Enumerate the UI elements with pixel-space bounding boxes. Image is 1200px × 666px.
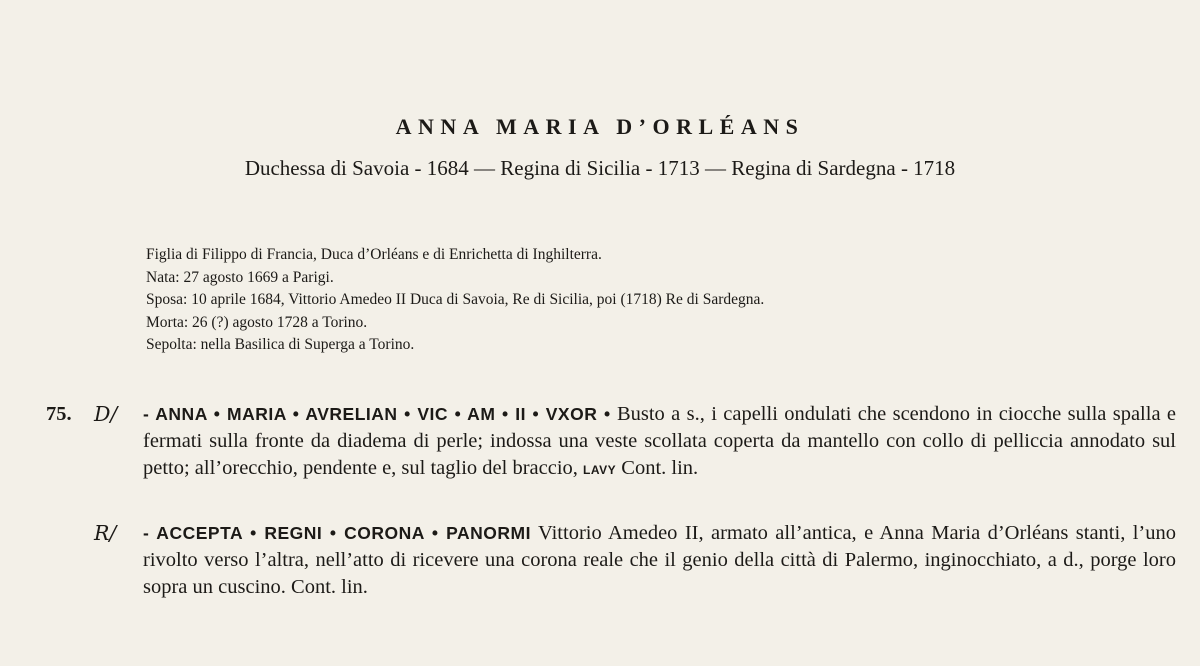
bio-death: Morta: 26 (?) agosto 1728 a Torino. — [146, 313, 368, 331]
obverse-description: Busto a s., i capelli ondulati che scendono in ciocche sulla spalla e fermati sulla fronte da diadema di perle; indossa una veste scollata coperta da mantello con collo di pelliccia annodato sul petto; all’orecchio, pendente e, sul taglio del braccio, — [143, 403, 1176, 479]
engraver-signature: LAVY — [583, 463, 617, 477]
bio-marriage: Sposa: 10 aprile 1684, Vittorio Amedeo II Duca di Savoia, Re di Sicilia, poi (1718) Re di Sardegna. — [146, 291, 765, 308]
page-subtitle: Duchessa di Savoia - 1684 — Regina di Sicilia - 1713 — Regina di Sardegna - 1718 — [244, 156, 956, 180]
catalogue-entry-obverse — [46, 401, 1176, 484]
bio-burial: Sepolta: nella Basilica di Superga a Torino. — [146, 336, 415, 353]
catalogue-entry-reverse — [46, 520, 1176, 601]
obverse-legend: - ANNA • MARIA • AVRELIAN • VIC • AM • II • VXOR • — [143, 404, 611, 424]
bio-parentage: Figlia di Filippo di Francia, Duca d’Orléans e di Enrichetta di Inghilterra. — [146, 246, 602, 263]
bio-birth: Nata: 27 agosto 1669 a Parigi. — [146, 268, 334, 286]
page-title: ANNA MARIA D’ORLÉANS — [395, 114, 805, 139]
obverse-edge: Cont. lin. — [621, 457, 699, 479]
biography-block — [146, 244, 1106, 357]
obverse-mark: D/ — [94, 402, 118, 426]
entry-number: 75. — [46, 403, 72, 425]
reverse-description: Vittorio Amedeo II, armato all’antica, e Anna Maria d’Orléans stanti, l’uno rivolto verso l’altra, nell’atto di ricevere una corona reale che il genio della città di Palermo, inginocchiato, a d., porge loro sopra un cuscino. Cont. lin. — [143, 522, 1176, 598]
reverse-legend: - ACCEPTA • REGNI • CORONA • PANORMI — [143, 523, 531, 543]
reverse-mark: R/ — [94, 521, 117, 545]
